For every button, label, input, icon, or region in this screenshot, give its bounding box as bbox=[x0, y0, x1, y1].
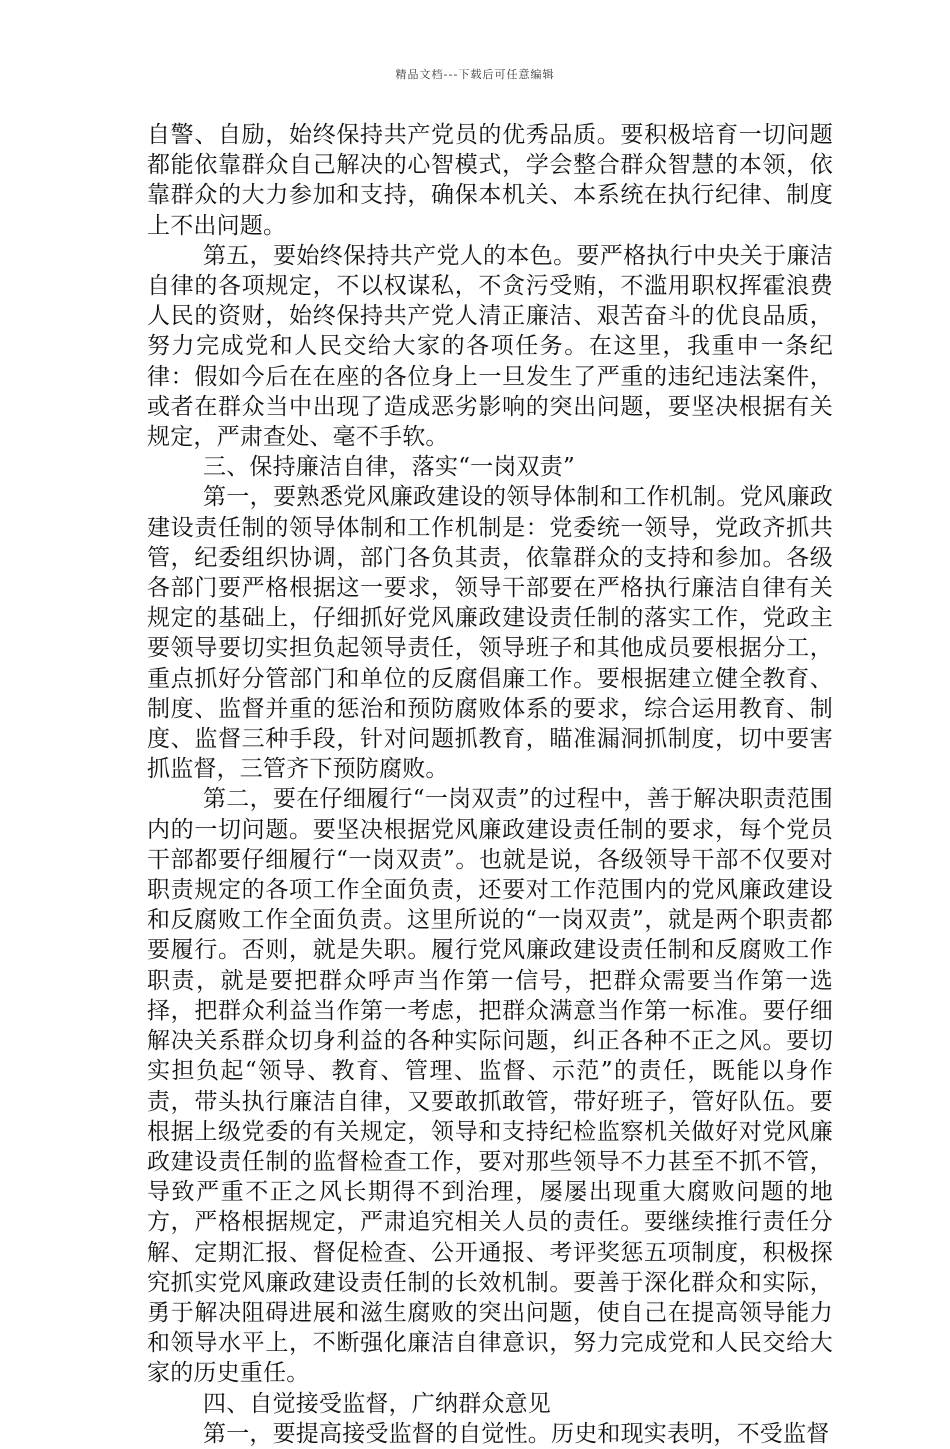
paragraph-self-discipline: 自警、自励，始终保持共产党员的优秀品质。要积极培育一切问题都能依靠群众自己解决的心智模式，学会整合群众智慧的本领，依靠群众的大力参加和支持，确保本机关、本系统在执行纪律、制度上不出问题。 bbox=[147, 122, 833, 239]
document-body bbox=[147, 120, 833, 1449]
paragraph-first-leadership-system: 第一，要熟悉党风廉政建设的领导体制和工作机制。党风廉政建设责任制的领导体制和工作机制是：党委统一领导，党政齐抓共管，纪委组织协调，部门各负其责，依靠群众的支持和参加。各级各部门要严格根据这一要求，领导干部要在严格执行廉洁自律有关规定的基础上，仔细抓好党风廉政建设责任制的落实工作，党政主要领导要切实担负起领导责任，领导班子和其他成员要根据分工，重点抓好分管部门和单位的反腐倡廉工作。要根据建立健全教育、制度、监督并重的惩治和预防腐败体系的要求，综合运用教育、制度、监督三种手段，针对问题抓教育，瞄准漏洞抓制度，切中要害抓监督，三管齐下预防腐败。 bbox=[147, 484, 833, 783]
section-heading-three: 三、保持廉洁自律，落实“一岗双责” bbox=[203, 454, 575, 481]
paragraph-second-dual-duty: 第二，要在仔细履行“一岗双责”的过程中，善于解决职责范围内的一切问题。要坚决根据党风廉政建设责任制的要求，每个党员干部都要仔细履行“一岗双责”。也就是说，各级领导干部不仅要对职责规定的各项工作全面负责，还要对工作范围内的党风廉政建设和反腐败工作全面负责。这里所说的“一岗双责”，就是两个职责都要履行。否则，就是失职。履行党风廉政建设责任制和反腐败工作职责，就是要把群众呼声当作第一信号，把群众需要当作第一选择，把群众利益当作第一考虑，把群众满意当作第一标准。要仔细解决关系群众切身利益的各种实际问题，纠正各种不正之风。要切实担负起“领导、教育、管理、监督、示范”的责任，既能以身作责，带头执行廉洁自律，又要敢抓敢管，带好班子，管好队伍。要根据上级党委的有关规定，领导和支持纪检监察机关做好对党风廉政建设责任制的监督检查工作，要对那些领导不力甚至不抓不管，导致严重不正之风长期得不到治理，屡屡出现重大腐败问题的地方，严格根据规定，严肃追究相关人员的责任。要继续推行责任分解、定期汇报、督促检查、公开通报、考评奖惩五项制度，积极探究抓实党风廉政建设责任制的长效机制。要善于深化群众和实际，勇于解决阻碍进展和滋生腐败的突出问题，使自己在提高领导能力和领导水平上，不断强化廉洁自律意识，努力完成党和人民交给大家的历史重任。 bbox=[147, 786, 833, 1387]
paragraph-fifth-point: 第五，要始终保持共产党人的本色。要严格执行中央关于廉洁自律的各项规定，不以权谋私，不贪污受贿，不滥用职权挥霍浪费人民的资财，始终保持共产党人清正廉洁、艰苦奋斗的优良品质，努力完成党和人民交给大家的各项任务。在这里，我重申一条纪律：假如今后在在座的各位身上一旦发生了严重的违纪违法案件，或者在群众当中出现了造成恶劣影响的突出问题，要坚决根据有关规定，严肃查处、毫不手软。 bbox=[147, 242, 833, 451]
paragraph-first-supervision: 第一，要提高接受监督的自觉性。历史和现实表明，不受监督 bbox=[203, 1420, 830, 1447]
section-heading-four: 四、自觉接受监督，广纳群众意见 bbox=[203, 1390, 551, 1417]
page-header: 精品文档---下载后可任意编辑 bbox=[395, 68, 555, 81]
